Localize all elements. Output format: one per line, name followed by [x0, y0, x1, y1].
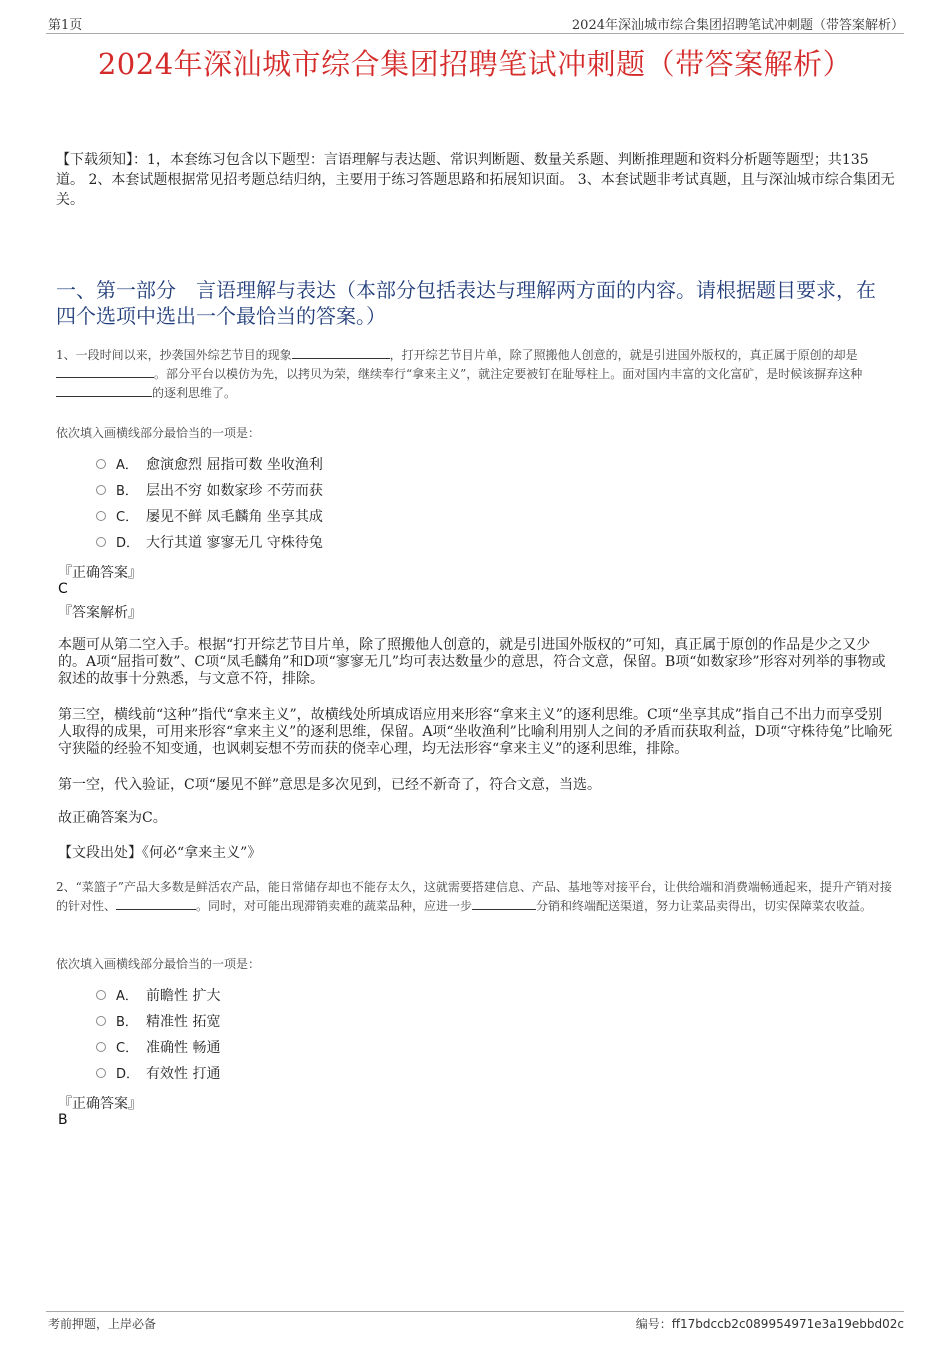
answer-blank: [56, 366, 154, 378]
radio-button[interactable]: [96, 537, 106, 547]
question-2-option-d[interactable]: D． 有效性 打通: [96, 1064, 220, 1084]
radio-button[interactable]: [96, 1042, 106, 1052]
question-1-prompt: 依次填入画横线部分最恰当的一项是：: [56, 426, 261, 440]
header-doc-title: 2024年深汕城市综合集团招聘笔试冲刺题（带答案解析）: [571, 18, 904, 33]
question-1-option-a[interactable]: A． 愈演愈烈 屈指可数 坐收渔利: [96, 455, 323, 475]
radio-button[interactable]: [96, 485, 106, 495]
radio-button[interactable]: [96, 511, 106, 521]
footer-code: 编号：ff17bdccb2c089954971e3a19ebbd02c: [635, 1317, 904, 1331]
question-2-option-c[interactable]: C． 准确性 畅通: [96, 1038, 220, 1058]
analysis-paragraph: 本题可从第二空入手。根据“打开综艺节目片单，除了照搬他人创意的，就是引进国外版权的”可知，真正属于原创的作品是少之又少的。A项“屈指可数”、C项“凤毛麟角”和D项“寥寥无几”均可表达数量少的意思，符合文意，保留。B项“如数家珍”形容对列举的事物或叙述的故事十分熟悉，与文意不符，排除。: [58, 637, 886, 687]
footer-slogan: 考前押题，上岸必备: [48, 1317, 157, 1331]
correct-answer-label: 『正确答案』: [58, 1096, 142, 1112]
correct-answer-value: B: [58, 1112, 68, 1128]
question-1-option-c[interactable]: C． 屡见不鲜 凤毛麟角 坐享其成: [96, 507, 323, 527]
correct-answer-label: 『正确答案』: [58, 565, 142, 581]
analysis-paragraph: 第一空，代入验证，C项“屡见不鲜”意思是多次见到，已经不新奇了，符合文意，当选。: [58, 777, 602, 793]
answer-blank: [292, 347, 390, 359]
question-2-option-b[interactable]: B． 精准性 拓宽: [96, 1012, 220, 1032]
analysis-paragraph: 第三空，横线前“这种”指代“拿来主义”，故横线处所填成语应用来形容“拿来主义”的逐利思维。C项“坐享其成”指自己不出力而享受别人取得的成果，可用来形容“拿来主义”的逐利思维，保留。A项“坐收渔利”比喻利用别人之间的矛盾而获取利益，D项“守株待兔”比喻死守狭隘的经验不知变通，也讽刺妄想不劳而获的侥幸心理，均无法形容“拿来主义”的逐利思维，排除。: [58, 707, 893, 757]
question-1-option-d[interactable]: D． 大行其道 寥寥无几 守株待兔: [96, 533, 323, 553]
radio-button[interactable]: [96, 1068, 106, 1078]
answer-blank: [472, 898, 536, 910]
download-notice: 【下载须知】：1，本套练习包含以下题型：言语理解与表达题、常识判断题、数量关系题、判断推理题和资料分析题等题型；共135道。 2、本套试题根据常见招考题总结归纳，主要用于练习答题思路和拓展知识面。 3、本套试题非考试真题，且与深汕城市综合集团无关。: [56, 152, 895, 208]
footer-divider: [46, 1311, 904, 1312]
page-number: 第1页: [48, 18, 83, 33]
header-divider: [46, 33, 904, 34]
question-1-option-b[interactable]: B． 层出不穷 如数家珍 不劳而获: [96, 481, 323, 501]
question-2-prompt: 依次填入画横线部分最恰当的一项是：: [56, 957, 261, 971]
passage-source: 【文段出处】《何必“拿来主义”》: [58, 845, 262, 861]
correct-answer-value: C: [58, 581, 68, 597]
radio-button[interactable]: [96, 990, 106, 1000]
question-2-option-a[interactable]: A． 前瞻性 扩大: [96, 986, 220, 1006]
answer-blank: [56, 385, 152, 397]
question-2-text: 2、“菜篮子”产品大多数是鲜活农产品，能日常储存却也不能存太久，这就需要搭建信息、产品、基地等对接平台，让供给端和消费端畅通起来，提升产销对接的针对性、 。同时，对可能出现滞销卖难的蔬菜品种，应进一步 分销和终端配送渠道，努力让菜品卖得出，切实保障菜农收益。: [56, 880, 892, 913]
answer-blank: [116, 898, 196, 910]
question-1-text: 1、一段时间以来，抄袭国外综艺节目的现象 ，打开综艺节目片单，除了照搬他人创意的，就是引进国外版权的，真正属于原创的却是。部分平台以模仿为先，以拷贝为荣，继续奉行“拿来主义”，就注定要被钉在耻辱柱上。面对国内丰富的文化富矿，是时候该摒弃这种的逐利思维了。: [56, 348, 863, 400]
analysis-conclusion: 故正确答案为C。: [58, 810, 167, 826]
radio-button[interactable]: [96, 459, 106, 469]
section-title: 一、第一部分 言语理解与表达（本部分包括表达与理解两方面的内容。请根据题目要求，在四个选项中选出一个最恰当的答案。）: [56, 278, 876, 328]
analysis-label: 『答案解析』: [58, 605, 142, 621]
radio-button[interactable]: [96, 1016, 106, 1026]
page-title: 2024年深汕城市综合集团招聘笔试冲刺题（带答案解析）: [97, 47, 853, 81]
